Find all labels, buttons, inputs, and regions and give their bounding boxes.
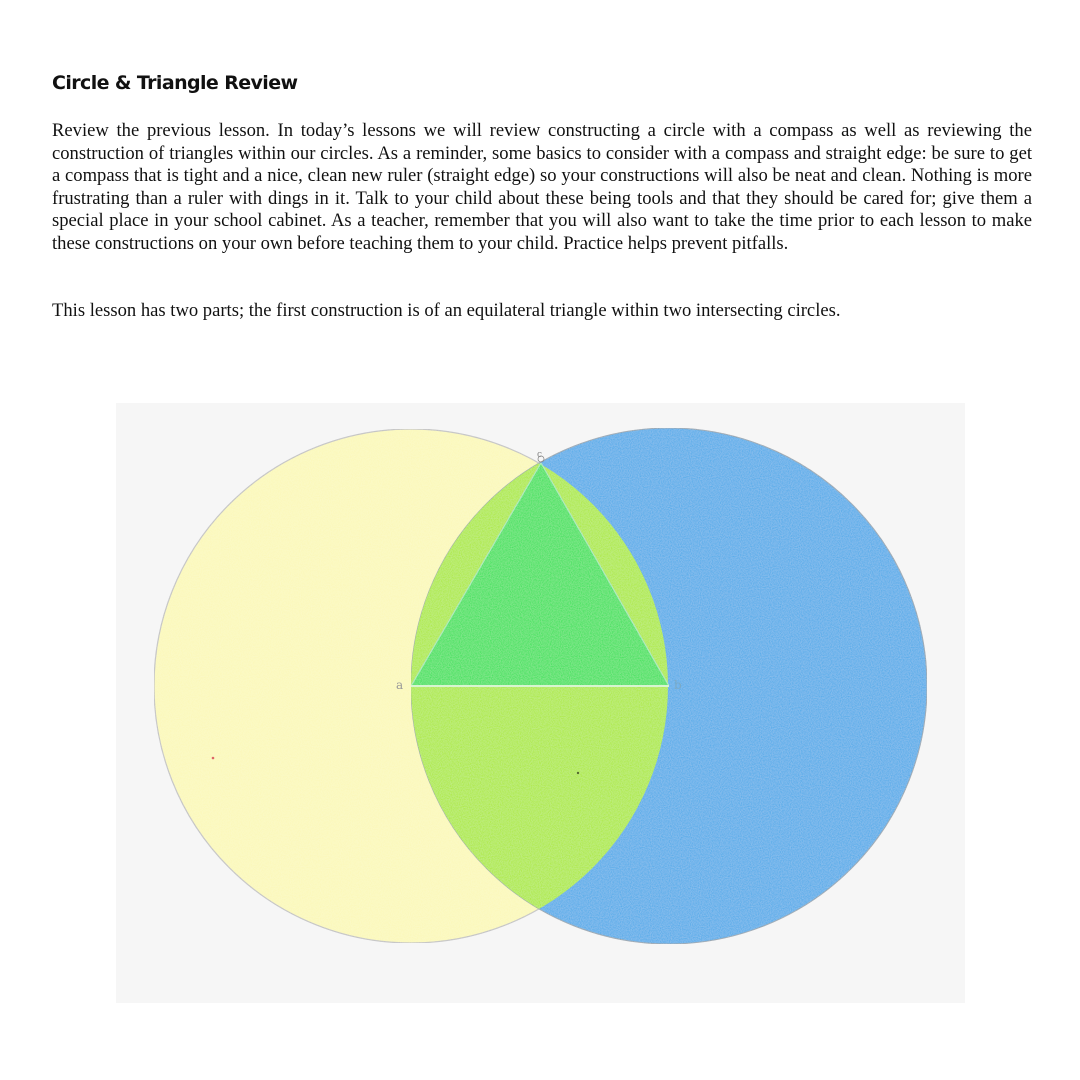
point-label-left: a <box>396 678 404 692</box>
construction-illustration <box>116 403 965 1003</box>
stray-dot-dark <box>577 772 579 774</box>
point-label-top: c <box>537 450 543 460</box>
intersecting-circles-drawing <box>116 403 965 1003</box>
lesson-parts-paragraph: This lesson has two parts; the first construction is of an equilateral triangle within two intersecting circles. <box>52 300 841 321</box>
lesson-heading: Circle & Triangle Review <box>52 72 298 94</box>
intro-paragraph: Review the previous lesson. In today’s lessons we will review constructing a circle with a compass as well as reviewing the construction of triangles within our circles. As a reminder, some basics to consider with a compass and straight edge: be sure to get a compass that is tight and a nice, clean new ruler (straight edge) so your constructions will also be neat and clean. Nothing is more frustrating than a ruler with dings in it. Talk to your child about these being tools and that they should be cared for; give them a special place in your school cabinet. As a teacher, remember that you will also want to take the time prior to each lesson to make these constructions on your own before teaching them to your child. Practice helps prevent pitfalls. <box>52 120 1032 254</box>
stray-dot-red <box>212 757 215 760</box>
point-label-right: b <box>674 678 682 692</box>
